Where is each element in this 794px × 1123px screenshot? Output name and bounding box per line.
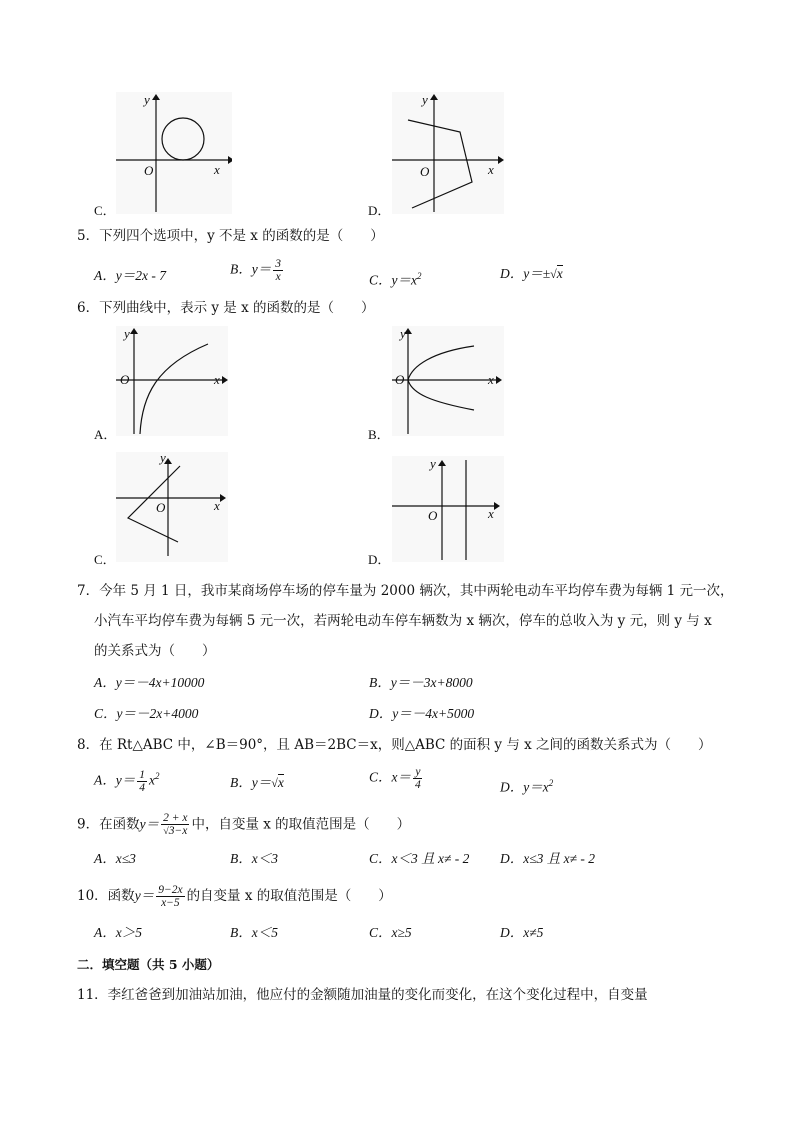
q6-figure-a <box>116 326 228 436</box>
svg-text:O: O <box>420 164 430 179</box>
q8-option-b[interactable]: B．y＝√x <box>230 775 284 790</box>
q7-option-a[interactable]: A．y＝－4x+10000 <box>94 675 205 690</box>
q4-option-c-label[interactable]: C． <box>94 203 116 218</box>
q10-option-a[interactable]: A．x＞5 <box>94 925 142 940</box>
q6-graph-c <box>116 452 228 562</box>
svg-text:O: O <box>156 500 166 515</box>
q9-option-d[interactable]: D．x≤3 且 x≠ - 2 <box>500 851 596 866</box>
q5-option-a[interactable]: A．y＝2x - 7 <box>94 268 166 283</box>
q7-option-b[interactable]: B．y＝－3x+8000 <box>369 675 473 690</box>
q8-stem: 8．在 Rt△ABC 中，∠B＝90°，且 AB＝2BC＝x，则△ABC 的面积 y 与 x 之间的函数关系式为（ ） <box>77 737 712 753</box>
q5-option-b[interactable]: B．y＝ $\frac{3}{x}$ <box>230 258 281 283</box>
q7-line-3: 的关系式为（ ） <box>94 643 216 659</box>
q6-option-d-label[interactable]: D． <box>368 552 391 567</box>
q10-option-b[interactable]: B．x＜5 <box>230 925 278 940</box>
svg-text:y: y <box>430 456 436 471</box>
q4-option-d-label[interactable]: D． <box>368 203 391 218</box>
q6-option-a-label[interactable]: A． <box>94 427 117 442</box>
svg-text:y: y <box>400 326 406 341</box>
q6-graph-b <box>392 326 504 436</box>
q8-option-c[interactable]: C．x＝ $\frac{y}{4}$ <box>369 766 421 791</box>
svg-text:O: O <box>395 372 405 387</box>
svg-text:O: O <box>120 372 130 387</box>
svg-text:O: O <box>428 508 438 523</box>
q9-stem: 9．在函数y＝ $\frac{2 + x}{√3-x}$ 中，自变量 x 的取值范围是（ ） <box>77 812 411 837</box>
svg-text:O: O <box>144 163 154 178</box>
q6-graph-d <box>392 456 504 562</box>
svg-text:x: x <box>214 372 220 387</box>
q9-option-c[interactable]: C．x＜3 且 x≠ - 2 <box>369 851 470 866</box>
q7-option-d[interactable]: D．y＝－4x+5000 <box>369 706 475 721</box>
q9-option-b[interactable]: B．x＜3 <box>230 851 278 866</box>
svg-text:x: x <box>488 372 494 387</box>
q11-stem: 11．李红爸爸到加油站加油，他应付的金额随加油量的变化而变化，在这个变化过程中，自变量 <box>77 987 648 1003</box>
q6-graph-a <box>116 326 228 436</box>
q10-option-c[interactable]: C．x≥5 <box>369 925 412 940</box>
svg-text:y: y <box>144 92 150 107</box>
svg-text:x: x <box>488 506 494 521</box>
q6-option-c-label[interactable]: C． <box>94 552 116 567</box>
svg-text:x: x <box>214 162 220 177</box>
q6-figure-b <box>392 326 504 436</box>
q7-line-1: 7．今年 5 月 1 日，我市某商场停车场的停车量为 2000 辆次，其中两轮电动车平均停车费为每辆 1 元一次， <box>77 583 734 599</box>
q6-figure-c <box>116 452 228 562</box>
q10-stem: 10．函数y＝ $\frac{9-2x}{x-5}$ 的自变量 x 的取值范围是（ ） <box>77 884 392 909</box>
section-heading-fill-in: 二．填空题（共 5 小题） <box>77 957 220 972</box>
q10-option-d[interactable]: D．x≠5 <box>500 925 544 940</box>
q4-figure-d <box>392 92 504 214</box>
q6-option-b-label[interactable]: B． <box>368 427 390 442</box>
q4-figure-c <box>116 92 232 214</box>
q5-stem: 5．下列四个选项中，y 不是 x 的函数的是（ ） <box>77 228 384 244</box>
svg-text:y: y <box>124 326 130 341</box>
q5-option-d[interactable]: D．y＝±√x <box>500 266 563 281</box>
svg-text:y: y <box>160 452 166 465</box>
svg-text:x: x <box>488 162 494 177</box>
svg-text:x: x <box>214 498 220 513</box>
q4-graph-c <box>116 92 232 214</box>
svg-text:y: y <box>422 92 428 107</box>
q4-graph-d <box>392 92 504 214</box>
q6-stem: 6．下列曲线中，表示 y 是 x 的函数的是（ ） <box>77 300 375 316</box>
q9-option-a[interactable]: A．x≤3 <box>94 851 136 866</box>
q8-option-d[interactable]: D．$y=x^2$ <box>500 778 554 795</box>
q6-figure-d <box>392 456 504 562</box>
q8-option-a[interactable]: A．y＝ $\frac{1}{4}$ $x^2$ <box>94 768 160 794</box>
q5-option-c[interactable]: C．$y=x^2$ <box>369 271 422 288</box>
q7-line-2: 小汽车平均停车费为每辆 5 元一次，若两轮电动车停车辆数为 x 辆次，停车的总收入为 y 元，则 y 与 x <box>94 613 712 629</box>
q7-option-c[interactable]: C．y＝－2x+4000 <box>94 706 199 721</box>
